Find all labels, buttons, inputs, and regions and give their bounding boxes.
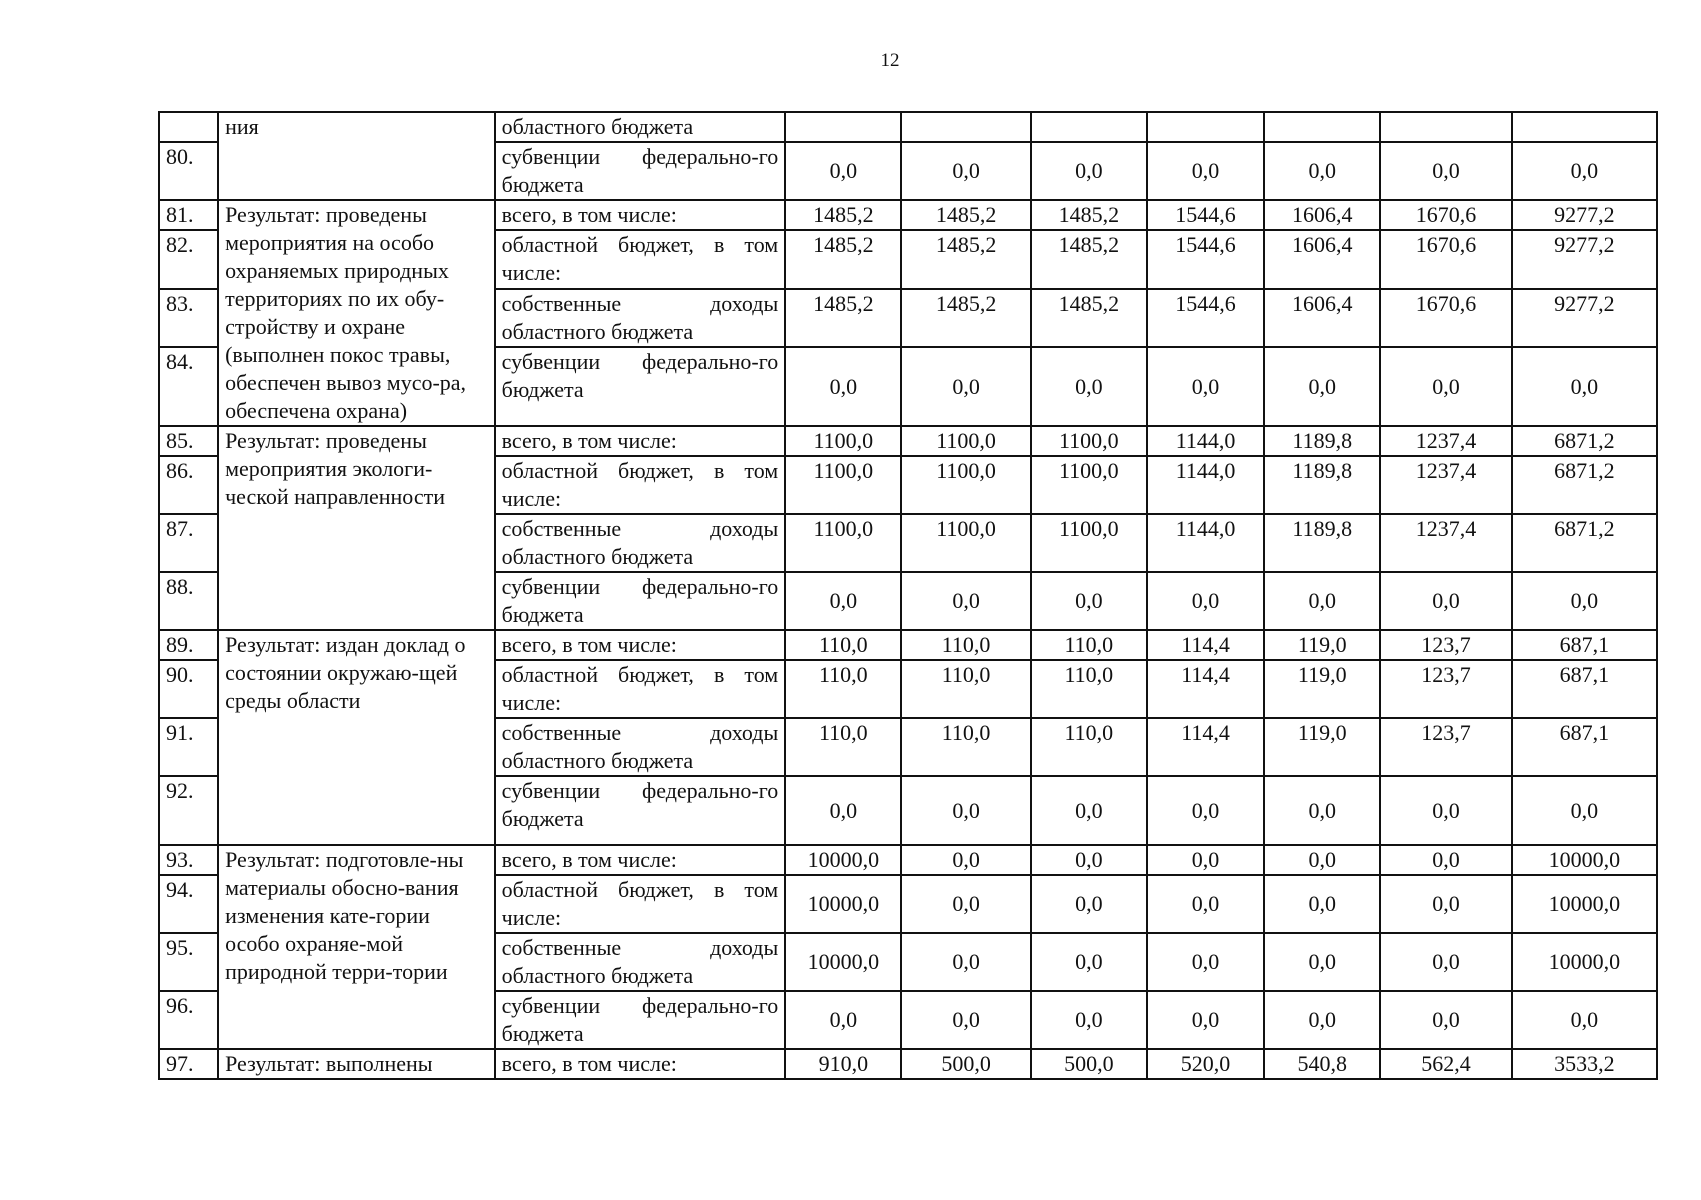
year-value-cell: 1100,0: [785, 456, 901, 514]
year-value-cell: 1100,0: [1031, 514, 1147, 572]
year-value-cell: 1485,2: [901, 230, 1030, 289]
year-value-cell: 1189,8: [1264, 426, 1380, 456]
year-value-cell: 0,0: [785, 347, 901, 426]
year-value-cell: 1606,4: [1264, 289, 1380, 348]
year-value-cell: 110,0: [1031, 630, 1147, 660]
year-value-cell: 0,0: [1380, 142, 1511, 200]
result-description: ния: [218, 112, 495, 200]
year-value-cell: 0,0: [1031, 933, 1147, 991]
year-value-cell: 0,0: [1031, 347, 1147, 426]
total-value-cell: 3533,2: [1512, 1049, 1657, 1079]
year-value-cell: 1100,0: [785, 426, 901, 456]
funding-source: собственные доходы областного бюджета: [495, 289, 786, 348]
year-value-cell: 10000,0: [785, 933, 901, 991]
year-value-cell: 0,0: [1264, 347, 1380, 426]
year-value-cell: 500,0: [901, 1049, 1030, 1079]
funding-source: областной бюджет, в том числе:: [495, 230, 786, 289]
row-number: 97.: [159, 1049, 218, 1079]
year-value-cell: 10000,0: [785, 875, 901, 933]
year-value-cell: 0,0: [1380, 845, 1511, 875]
year-value-cell: 110,0: [901, 718, 1030, 776]
total-value-cell: 687,1: [1512, 660, 1657, 718]
row-number: 86.: [159, 456, 218, 514]
funding-source: субвенции федерально-го бюджета: [495, 142, 786, 200]
total-value-cell: 687,1: [1512, 718, 1657, 776]
row-number: [159, 112, 218, 142]
budget-table-body: [159, 112, 1657, 1079]
year-value-cell: 0,0: [1380, 776, 1511, 845]
row-number: 87.: [159, 514, 218, 572]
year-value-cell: 114,4: [1147, 718, 1264, 776]
year-value-cell: [1031, 112, 1147, 142]
table-row: [159, 426, 1657, 456]
total-value-cell: 0,0: [1512, 142, 1657, 200]
year-value-cell: 1237,4: [1380, 456, 1511, 514]
year-value-cell: 1485,2: [785, 200, 901, 230]
year-value-cell: 910,0: [785, 1049, 901, 1079]
total-value-cell: 6871,2: [1512, 514, 1657, 572]
year-value-cell: 1189,8: [1264, 514, 1380, 572]
year-value-cell: 0,0: [1264, 776, 1380, 845]
total-value-cell: [1512, 112, 1657, 142]
year-value-cell: 0,0: [1031, 991, 1147, 1049]
funding-source: собственные доходы областного бюджета: [495, 933, 786, 991]
table-row: [159, 845, 1657, 875]
year-value-cell: 1100,0: [901, 514, 1030, 572]
funding-source: субвенции федерально-го бюджета: [495, 776, 786, 845]
total-value-cell: 0,0: [1512, 776, 1657, 845]
total-value-cell: 9277,2: [1512, 230, 1657, 289]
year-value-cell: 110,0: [785, 660, 901, 718]
funding-source: субвенции федерально-го бюджета: [495, 991, 786, 1049]
year-value-cell: 1237,4: [1380, 514, 1511, 572]
year-value-cell: 0,0: [1147, 572, 1264, 630]
year-value-cell: [1380, 112, 1511, 142]
year-value-cell: 1100,0: [785, 514, 901, 572]
row-number: 85.: [159, 426, 218, 456]
year-value-cell: 0,0: [1147, 991, 1264, 1049]
year-value-cell: 1144,0: [1147, 514, 1264, 572]
total-value-cell: 0,0: [1512, 572, 1657, 630]
year-value-cell: [785, 112, 901, 142]
row-number: 89.: [159, 630, 218, 660]
year-value-cell: 0,0: [1147, 845, 1264, 875]
row-number: 91.: [159, 718, 218, 776]
year-value-cell: 1485,2: [901, 200, 1030, 230]
result-description: Результат: проведены мероприятия экологи-ческой направленности: [218, 426, 495, 630]
year-value-cell: 1670,6: [1380, 230, 1511, 289]
year-value-cell: 0,0: [1380, 933, 1511, 991]
year-value-cell: 1485,2: [785, 289, 901, 348]
funding-source: всего, в том числе:: [495, 426, 786, 456]
row-number: 90.: [159, 660, 218, 718]
table-row: [159, 1049, 1657, 1079]
year-value-cell: 0,0: [1031, 776, 1147, 845]
result-description: Результат: подготовле-ны материалы обосно-вания изменения кате-гории особо охраняе-мой природной терри-тории: [218, 845, 495, 1049]
year-value-cell: 0,0: [1264, 991, 1380, 1049]
result-description: Результат: проведены мероприятия на особо охраняемых природных территориях по их обу-стройству и охране (выполнен покос травы, обеспечен вывоз мусо-ра, обеспечена охрана): [218, 200, 495, 426]
year-value-cell: 0,0: [901, 572, 1030, 630]
year-value-cell: 0,0: [1031, 875, 1147, 933]
total-value-cell: 6871,2: [1512, 426, 1657, 456]
year-value-cell: 0,0: [1147, 933, 1264, 991]
year-value-cell: 119,0: [1264, 660, 1380, 718]
year-value-cell: 1670,6: [1380, 200, 1511, 230]
row-number: 84.: [159, 347, 218, 426]
total-value-cell: 0,0: [1512, 991, 1657, 1049]
year-value-cell: 0,0: [785, 991, 901, 1049]
total-value-cell: 6871,2: [1512, 456, 1657, 514]
year-value-cell: 1544,6: [1147, 200, 1264, 230]
funding-source: собственные доходы областного бюджета: [495, 514, 786, 572]
year-value-cell: 114,4: [1147, 660, 1264, 718]
total-value-cell: 687,1: [1512, 630, 1657, 660]
result-description: Результат: издан доклад о состоянии окружаю-щей среды области: [218, 630, 495, 845]
funding-source: всего, в том числе:: [495, 1049, 786, 1079]
year-value-cell: 119,0: [1264, 718, 1380, 776]
total-value-cell: 0,0: [1512, 347, 1657, 426]
row-number: 81.: [159, 200, 218, 230]
year-value-cell: 0,0: [1147, 875, 1264, 933]
year-value-cell: 123,7: [1380, 660, 1511, 718]
year-value-cell: 0,0: [1264, 875, 1380, 933]
year-value-cell: 0,0: [1380, 991, 1511, 1049]
year-value-cell: 123,7: [1380, 630, 1511, 660]
year-value-cell: 1485,2: [901, 289, 1030, 348]
total-value-cell: 10000,0: [1512, 845, 1657, 875]
year-value-cell: 0,0: [1264, 142, 1380, 200]
year-value-cell: 0,0: [901, 933, 1030, 991]
year-value-cell: 0,0: [1380, 875, 1511, 933]
funding-source: всего, в том числе:: [495, 845, 786, 875]
year-value-cell: 0,0: [1380, 347, 1511, 426]
funding-source: всего, в том числе:: [495, 200, 786, 230]
year-value-cell: 1100,0: [1031, 456, 1147, 514]
year-value-cell: 0,0: [1147, 142, 1264, 200]
year-value-cell: 1485,2: [785, 230, 901, 289]
year-value-cell: 0,0: [1147, 347, 1264, 426]
total-value-cell: 10000,0: [1512, 933, 1657, 991]
total-value-cell: 9277,2: [1512, 200, 1657, 230]
year-value-cell: 0,0: [1031, 142, 1147, 200]
funding-source: областного бюджета: [495, 112, 786, 142]
year-value-cell: 10000,0: [785, 845, 901, 875]
row-number: 96.: [159, 991, 218, 1049]
row-number: 95.: [159, 933, 218, 991]
funding-source: областной бюджет, в том числе:: [495, 456, 786, 514]
year-value-cell: 0,0: [785, 142, 901, 200]
row-number: 92.: [159, 776, 218, 845]
year-value-cell: 520,0: [1147, 1049, 1264, 1079]
table-row: [159, 200, 1657, 230]
table-row: [159, 630, 1657, 660]
year-value-cell: 0,0: [785, 776, 901, 845]
year-value-cell: 1485,2: [1031, 200, 1147, 230]
year-value-cell: 110,0: [1031, 660, 1147, 718]
funding-source: всего, в том числе:: [495, 630, 786, 660]
year-value-cell: 119,0: [1264, 630, 1380, 660]
year-value-cell: 110,0: [1031, 718, 1147, 776]
year-value-cell: 0,0: [901, 845, 1030, 875]
year-value-cell: 1189,8: [1264, 456, 1380, 514]
year-value-cell: 1100,0: [901, 426, 1030, 456]
budget-table: [158, 111, 1658, 1080]
table-row: [159, 112, 1657, 142]
year-value-cell: 1144,0: [1147, 456, 1264, 514]
year-value-cell: [901, 112, 1030, 142]
row-number: 83.: [159, 289, 218, 348]
result-description: Результат: выполнены: [218, 1049, 495, 1079]
row-number: 88.: [159, 572, 218, 630]
page-number: 12: [880, 50, 900, 71]
year-value-cell: 110,0: [785, 718, 901, 776]
year-value-cell: 1237,4: [1380, 426, 1511, 456]
year-value-cell: 562,4: [1380, 1049, 1511, 1079]
year-value-cell: 0,0: [1264, 572, 1380, 630]
total-value-cell: 10000,0: [1512, 875, 1657, 933]
year-value-cell: 1606,4: [1264, 200, 1380, 230]
year-value-cell: 110,0: [785, 630, 901, 660]
year-value-cell: 1670,6: [1380, 289, 1511, 348]
funding-source: субвенции федерально-го бюджета: [495, 572, 786, 630]
year-value-cell: 1144,0: [1147, 426, 1264, 456]
funding-source: собственные доходы областного бюджета: [495, 718, 786, 776]
year-value-cell: 0,0: [901, 347, 1030, 426]
year-value-cell: 0,0: [1031, 845, 1147, 875]
funding-source: областной бюджет, в том числе:: [495, 875, 786, 933]
year-value-cell: 1100,0: [1031, 426, 1147, 456]
year-value-cell: 0,0: [1264, 845, 1380, 875]
year-value-cell: 0,0: [1380, 572, 1511, 630]
year-value-cell: 1544,6: [1147, 289, 1264, 348]
row-number: 80.: [159, 142, 218, 200]
year-value-cell: 110,0: [901, 630, 1030, 660]
year-value-cell: 0,0: [901, 776, 1030, 845]
year-value-cell: [1264, 112, 1380, 142]
year-value-cell: [1147, 112, 1264, 142]
row-number: 82.: [159, 230, 218, 289]
year-value-cell: 540,8: [1264, 1049, 1380, 1079]
year-value-cell: 0,0: [901, 875, 1030, 933]
year-value-cell: 0,0: [1264, 933, 1380, 991]
year-value-cell: 0,0: [1031, 572, 1147, 630]
row-number: 93.: [159, 845, 218, 875]
year-value-cell: 1485,2: [1031, 289, 1147, 348]
year-value-cell: 110,0: [901, 660, 1030, 718]
year-value-cell: 114,4: [1147, 630, 1264, 660]
year-value-cell: 500,0: [1031, 1049, 1147, 1079]
year-value-cell: 0,0: [901, 142, 1030, 200]
year-value-cell: 0,0: [785, 572, 901, 630]
year-value-cell: 0,0: [901, 991, 1030, 1049]
funding-source: областной бюджет, в том числе:: [495, 660, 786, 718]
year-value-cell: 1606,4: [1264, 230, 1380, 289]
year-value-cell: 1544,6: [1147, 230, 1264, 289]
year-value-cell: 1100,0: [901, 456, 1030, 514]
year-value-cell: 0,0: [1147, 776, 1264, 845]
row-number: 94.: [159, 875, 218, 933]
year-value-cell: 123,7: [1380, 718, 1511, 776]
total-value-cell: 9277,2: [1512, 289, 1657, 348]
funding-source: субвенции федерально-го бюджета: [495, 347, 786, 426]
year-value-cell: 1485,2: [1031, 230, 1147, 289]
